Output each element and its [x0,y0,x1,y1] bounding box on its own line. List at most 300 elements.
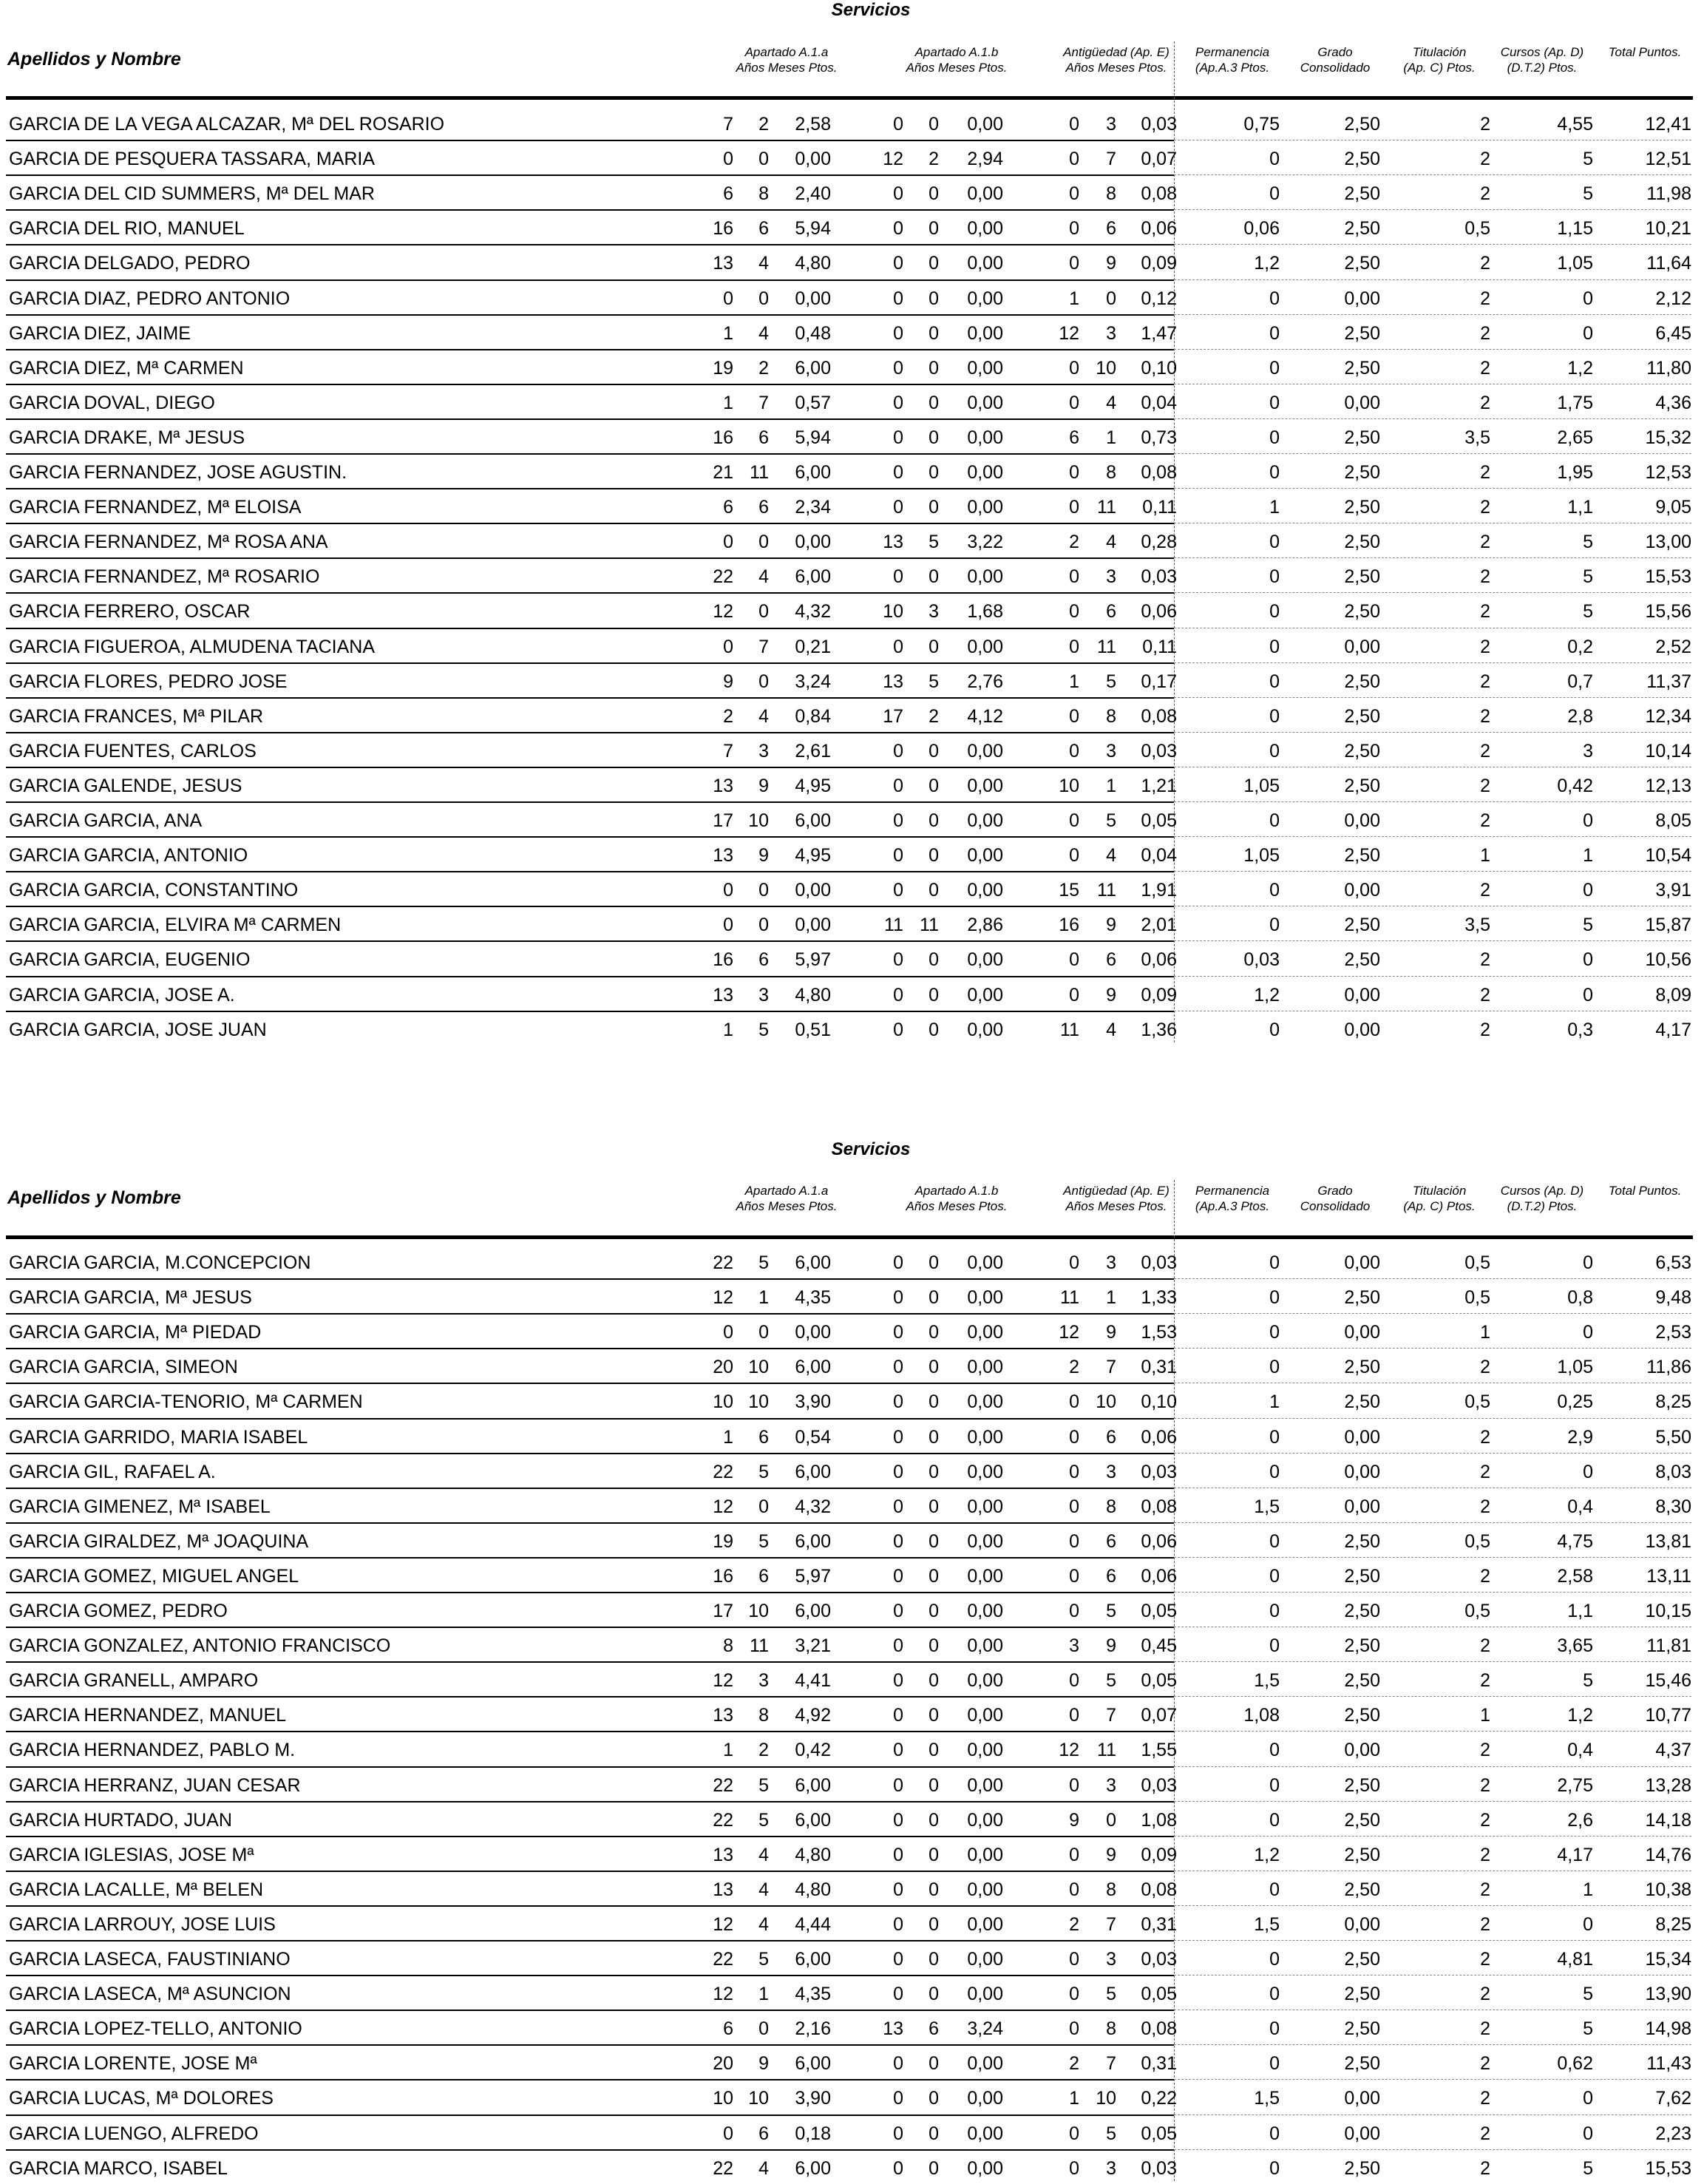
row-divider [6,1871,1174,1872]
a1b-points: 0,00 [967,1461,1003,1482]
table-row [0,2010,1704,2044]
row-divider [6,767,1174,768]
titulacion-points: 2 [1480,949,1490,971]
titulacion-points: 2 [1480,288,1490,309]
antig-years: 0 [1069,114,1079,135]
employee-name: GARCIA GARCIA, Mª PIEDAD [9,1322,262,1343]
antig-points: 0,08 [1141,2018,1177,2040]
a1a-points: 6,00 [795,566,831,588]
row-divider [6,1766,1174,1768]
row-divider-dashed [1174,732,1691,733]
a1b-points: 0,00 [967,1252,1003,1273]
a1b-months: 0 [929,1019,939,1040]
employee-name: GARCIA LACALLE, Mª BELEN [9,1879,264,1900]
total-points: 10,14 [1645,740,1691,762]
a1a-years: 12 [713,1670,733,1692]
permanencia-points: 0 [1269,2123,1280,2144]
cursos-points: 2,8 [1567,705,1593,727]
cursos-points: 0,4 [1567,1496,1593,1517]
table-row [0,488,1704,523]
grado-consolidado: 2,50 [1344,2018,1380,2040]
permanencia-points: 0 [1269,1809,1280,1831]
a1b-months: 11 [920,915,939,936]
row-divider-dashed [1174,1278,1691,1279]
cursos-points: 0 [1583,1322,1593,1343]
total-points: 6,45 [1655,322,1691,344]
table-row [0,697,1704,732]
row-divider-dashed [1174,1348,1691,1349]
table-row [0,1011,1704,1045]
antig-months: 4 [1106,532,1116,553]
total-points: 8,09 [1655,984,1691,1005]
total-points: 12,51 [1645,149,1691,170]
a1b-years: 0 [893,357,903,379]
employee-name: GARCIA LASECA, Mª ASUNCION [9,1984,291,2005]
a1a-months: 5 [758,1019,769,1040]
grado-consolidado: 2,50 [1344,183,1380,205]
titulacion-points: 2 [1480,357,1490,379]
a1a-months: 11 [750,462,769,483]
titulacion-points: 2 [1480,775,1490,796]
a1a-years: 22 [713,1461,733,1482]
a1a-years: 0 [723,880,733,901]
column-header-grado: Grado Consolidado [1300,45,1371,75]
titulacion-points: 2 [1480,1461,1490,1482]
total-points: 9,48 [1655,1287,1691,1309]
antig-points: 1,33 [1141,1287,1177,1309]
a1b-years: 0 [893,1530,903,1552]
total-points: 4,17 [1655,1019,1691,1040]
antig-months: 9 [1106,1635,1116,1657]
cursos-points: 5 [1583,601,1593,623]
titulacion-points: 2 [1480,462,1490,483]
total-points: 8,25 [1655,1391,1691,1413]
a1b-points: 0,00 [967,810,1003,831]
antig-months: 11 [1097,880,1116,901]
grado-consolidado: 2,50 [1344,775,1380,796]
antig-points: 0,08 [1141,183,1177,205]
antig-points: 0,73 [1141,427,1177,448]
cursos-points: 0 [1583,880,1593,901]
a1b-months: 5 [929,671,939,692]
permanencia-points: 0 [1269,357,1280,379]
a1a-points: 0,00 [795,532,831,553]
table-row [0,105,1704,140]
permanencia-points: 0,03 [1243,949,1280,971]
titulacion-points: 2 [1480,1949,1490,1970]
a1a-years: 1 [723,1426,733,1448]
total-points: 13,00 [1645,532,1691,553]
antig-points: 2,01 [1141,915,1177,936]
antig-months: 4 [1106,1019,1116,1040]
grado-consolidado: 0,00 [1344,984,1380,1005]
row-divider-dashed [1174,1975,1691,1976]
grado-consolidado: 2,50 [1344,1774,1380,1796]
cursos-points: 0 [1583,2088,1593,2109]
a1a-years: 17 [713,1601,733,1621]
employee-name: GARCIA GARCIA, Mª JESUS [9,1287,252,1309]
a1b-points: 0,00 [967,880,1003,901]
row-divider [6,1940,1174,1941]
a1a-months: 11 [750,1635,769,1657]
a1a-years: 16 [713,1565,733,1587]
permanencia-points: 0 [1269,880,1280,901]
table-row [0,1801,1704,1836]
permanencia-points: 0,06 [1243,218,1280,240]
table-row [0,209,1704,244]
cursos-points: 0,2 [1567,636,1593,657]
table-row [0,1453,1704,1488]
table-row [0,349,1704,384]
permanencia-points: 1,2 [1254,1844,1280,1865]
employee-name: GARCIA FERNANDEZ, JOSE AGUSTIN. [9,462,347,483]
a1b-years: 0 [893,1252,903,1273]
antig-points: 0,06 [1141,1426,1177,1448]
antig-months: 7 [1106,1705,1116,1726]
row-divider [6,1836,1174,1837]
row-divider-dashed [1174,1661,1691,1662]
grado-consolidado: 2,50 [1344,1287,1380,1309]
titulacion-points: 0,5 [1464,1287,1490,1309]
a1b-months: 0 [929,880,939,901]
permanencia-points: 0 [1269,392,1280,413]
cursos-points: 0 [1583,810,1593,831]
row-divider-dashed [1174,1592,1691,1593]
column-header-a1a: Apartado A.1.a Años Meses Ptos. [736,1184,838,1213]
a1b-years: 0 [893,1322,903,1343]
a1b-points: 0,00 [967,1705,1003,1726]
permanencia-points: 0 [1269,1740,1280,1761]
employee-name: GARCIA GOMEZ, PEDRO [9,1601,228,1621]
a1a-years: 0 [723,288,733,309]
a1a-years: 0 [723,149,733,170]
a1a-years: 10 [713,2088,733,2109]
a1b-years: 0 [893,2053,903,2075]
table-row [0,2115,1704,2149]
antig-points: 0,06 [1141,1565,1177,1587]
a1a-months: 3 [758,1670,769,1692]
grado-consolidado: 2,50 [1344,1984,1380,2005]
row-divider [6,2044,1174,2046]
a1a-years: 19 [713,1530,733,1552]
a1a-points: 6,00 [795,1357,831,1378]
a1b-months: 0 [929,2157,939,2179]
permanencia-points: 0 [1269,1635,1280,1657]
antig-years: 0 [1069,2018,1079,2040]
antig-months: 6 [1106,1565,1116,1587]
employee-name: GARCIA DIAZ, PEDRO ANTONIO [9,288,291,309]
a1b-years: 0 [893,392,903,413]
row-divider-dashed [1174,801,1691,802]
antig-points: 0,22 [1141,2088,1177,2109]
a1b-months: 0 [929,462,939,483]
a1a-months: 3 [758,740,769,762]
permanencia-points: 0 [1269,810,1280,831]
total-points: 15,56 [1645,601,1691,623]
a1a-years: 1 [723,1019,733,1040]
cursos-points: 4,75 [1557,1530,1593,1552]
total-points: 10,38 [1645,1879,1691,1900]
titulacion-points: 2 [1480,2123,1490,2144]
antig-years: 0 [1069,1565,1079,1587]
employee-name: GARCIA GIMENEZ, Mª ISABEL [9,1496,271,1517]
a1a-months: 4 [758,1913,769,1935]
antig-years: 0 [1069,1984,1079,2005]
row-divider [6,1731,1174,1732]
a1b-points: 0,00 [967,218,1003,240]
a1b-years: 0 [893,2157,903,2179]
antig-months: 5 [1106,1984,1116,2005]
antig-years: 3 [1069,1635,1079,1657]
cursos-points: 1,15 [1557,218,1593,240]
table-row [0,906,1704,940]
row-divider-dashed [1174,1696,1691,1697]
table-row [0,1975,1704,2010]
a1b-months: 3 [929,601,939,623]
a1a-years: 0 [723,636,733,657]
a1a-years: 21 [713,462,733,483]
row-divider-dashed [1174,1836,1691,1837]
titulacion-points: 2 [1480,636,1490,657]
grado-consolidado: 2,50 [1344,253,1380,274]
antig-years: 0 [1069,357,1079,379]
total-points: 12,13 [1645,775,1691,796]
section-2 [0,1127,1704,2180]
a1a-years: 22 [713,566,733,588]
grado-consolidado: 2,50 [1344,497,1380,518]
titulacion-points: 1 [1480,1705,1490,1726]
a1b-months: 0 [929,1913,939,1935]
a1b-months: 0 [929,1287,939,1309]
row-divider-dashed [1174,940,1691,941]
row-divider [6,592,1174,594]
titulacion-points: 2 [1480,1635,1490,1657]
total-points: 12,41 [1645,114,1691,135]
column-header-grado: Grado Consolidado [1300,1184,1371,1213]
employee-name: GARCIA LASECA, FAUSTINIANO [9,1949,291,1970]
a1a-months: 0 [758,671,769,692]
antig-months: 6 [1106,1530,1116,1552]
a1b-years: 0 [893,114,903,135]
a1a-points: 0,00 [795,915,831,936]
a1b-points: 0,00 [967,1426,1003,1448]
cursos-points: 5 [1583,566,1593,588]
total-points: 14,98 [1645,2018,1691,2040]
a1b-points: 0,00 [967,1844,1003,1865]
a1a-months: 10 [748,1391,769,1413]
a1a-years: 9 [723,671,733,692]
total-points: 11,81 [1646,1635,1691,1657]
a1a-years: 13 [713,775,733,796]
antig-months: 9 [1106,915,1116,936]
row-divider-dashed [1174,2079,1691,2080]
a1a-years: 13 [713,253,733,274]
row-divider [6,1801,1174,1803]
antig-years: 0 [1069,183,1079,205]
total-points: 10,15 [1645,1601,1691,1621]
a1a-points: 0,51 [795,1019,831,1040]
a1a-months: 1 [758,1287,769,1309]
a1a-months: 2 [758,114,769,135]
a1b-years: 0 [893,1670,903,1692]
titulacion-points: 2 [1480,497,1490,518]
a1a-years: 12 [713,601,733,623]
a1b-years: 0 [893,183,903,205]
antig-years: 0 [1069,1949,1079,1970]
antig-months: 10 [1096,1391,1116,1413]
a1b-points: 0,00 [967,253,1003,274]
a1b-months: 0 [929,810,939,831]
antig-years: 0 [1069,1530,1079,1552]
permanencia-points: 1,2 [1254,984,1280,1005]
a1a-points: 6,00 [795,2157,831,2179]
permanencia-points: 1 [1269,1391,1280,1413]
grado-consolidado: 0,00 [1344,1019,1380,1040]
a1a-points: 0,48 [795,322,831,344]
antig-years: 0 [1069,1391,1079,1413]
total-points: 13,90 [1645,1984,1691,2005]
a1b-points: 0,00 [967,636,1003,657]
table-row [0,1557,1704,1592]
a1a-points: 4,95 [795,775,831,796]
a1b-years: 13 [883,532,903,553]
a1b-years: 0 [893,1705,903,1726]
antig-years: 11 [1060,1287,1079,1309]
antig-years: 2 [1069,2053,1079,2075]
antig-months: 9 [1106,984,1116,1005]
a1a-years: 1 [723,392,733,413]
total-points: 13,28 [1645,1774,1691,1796]
a1a-points: 6,00 [795,810,831,831]
a1b-years: 0 [893,1601,903,1621]
employee-name: GARCIA DEL RIO, MANUEL [9,218,245,240]
antig-points: 0,03 [1141,1949,1177,1970]
row-divider-dashed [1174,697,1691,698]
employee-name: GARCIA DE LA VEGA ALCAZAR, Mª DEL ROSARIO [9,114,445,135]
a1b-months: 0 [929,740,939,762]
a1b-points: 0,00 [967,1635,1003,1657]
employee-name: GARCIA GARCIA, SIMEON [9,1357,238,1378]
grado-consolidado: 2,50 [1344,322,1380,344]
row-divider-dashed [1174,1557,1691,1558]
cursos-points: 5 [1583,532,1593,553]
row-divider [6,418,1174,420]
table-row [0,418,1704,453]
a1b-months: 0 [929,2088,939,2109]
grado-consolidado: 0,00 [1344,880,1380,901]
antig-points: 0,12 [1141,288,1177,309]
a1a-points: 4,80 [795,253,831,274]
antig-months: 7 [1106,149,1116,170]
table-row [0,1696,1704,1731]
a1b-months: 0 [929,288,939,309]
titulacion-points: 2 [1480,601,1490,623]
a1a-points: 3,90 [795,2088,831,2109]
a1b-months: 0 [929,1357,939,1378]
antig-years: 0 [1069,1774,1079,1796]
cursos-points: 0,3 [1567,1019,1593,1040]
grado-consolidado: 2,50 [1344,1565,1380,1587]
antig-years: 12 [1059,1322,1079,1343]
titulacion-points: 2 [1480,1809,1490,1831]
a1a-years: 13 [713,1879,733,1900]
antig-months: 5 [1106,1601,1116,1621]
antig-months: 3 [1106,1461,1116,1482]
grado-consolidado: 2,50 [1344,532,1380,553]
grado-consolidado: 0,00 [1344,1252,1380,1273]
titulacion-points: 2 [1480,532,1490,553]
cursos-points: 1,05 [1557,253,1593,274]
total-points: 10,56 [1645,949,1691,971]
a1a-points: 2,40 [795,183,831,205]
grado-consolidado: 2,50 [1344,705,1380,727]
a1b-points: 4,12 [967,705,1003,727]
row-divider [6,349,1174,350]
antig-points: 1,55 [1141,1740,1177,1761]
antig-months: 11 [1097,1740,1116,1761]
a1b-years: 0 [893,845,903,867]
permanencia-points: 0 [1269,532,1280,553]
antig-years: 11 [1060,1019,1079,1040]
a1b-years: 0 [893,1391,903,1413]
a1b-points: 0,00 [967,462,1003,483]
total-points: 15,34 [1645,1949,1691,1970]
titulacion-points: 2 [1480,1844,1490,1865]
antig-years: 0 [1069,705,1079,727]
a1a-points: 4,35 [795,1287,831,1309]
grado-consolidado: 2,50 [1344,671,1380,692]
antig-points: 0,03 [1141,1774,1177,1796]
row-divider [6,940,1174,942]
row-divider-dashed [1174,662,1691,663]
a1a-months: 0 [758,880,769,901]
grado-consolidado: 2,50 [1344,845,1380,867]
titulacion-points: 1 [1480,845,1490,867]
a1b-points: 0,00 [967,1530,1003,1552]
a1b-points: 3,22 [967,532,1003,553]
a1a-years: 0 [723,1322,733,1343]
table-row [0,732,1704,767]
grado-consolidado: 0,00 [1344,1322,1380,1343]
row-divider [6,174,1174,176]
antig-years: 0 [1069,462,1079,483]
a1a-years: 12 [713,1984,733,2005]
titulacion-points: 2 [1480,1357,1490,1378]
a1b-years: 0 [893,880,903,901]
cursos-points: 5 [1583,149,1593,170]
a1a-points: 6,00 [795,1461,831,1482]
a1a-months: 0 [758,1322,769,1343]
column-header-name: Apellidos y Nombre [7,1187,181,1208]
antig-years: 0 [1069,984,1079,1005]
titulacion-points: 0,5 [1464,218,1490,240]
row-divider [6,384,1174,385]
a1b-points: 0,00 [967,984,1003,1005]
total-points: 11,98 [1646,183,1691,205]
column-header-total: Total Puntos. [1608,1184,1682,1198]
a1b-months: 0 [929,2053,939,2075]
a1b-years: 0 [893,636,903,657]
antig-years: 0 [1069,392,1079,413]
a1b-years: 0 [893,1913,903,1935]
table-row [0,2079,1704,2114]
antig-years: 0 [1069,2123,1079,2144]
a1a-months: 6 [758,2123,769,2144]
a1b-months: 0 [929,1601,939,1621]
a1b-months: 0 [929,1252,939,1273]
antig-points: 0,09 [1141,984,1177,1005]
a1a-months: 2 [758,1740,769,1761]
